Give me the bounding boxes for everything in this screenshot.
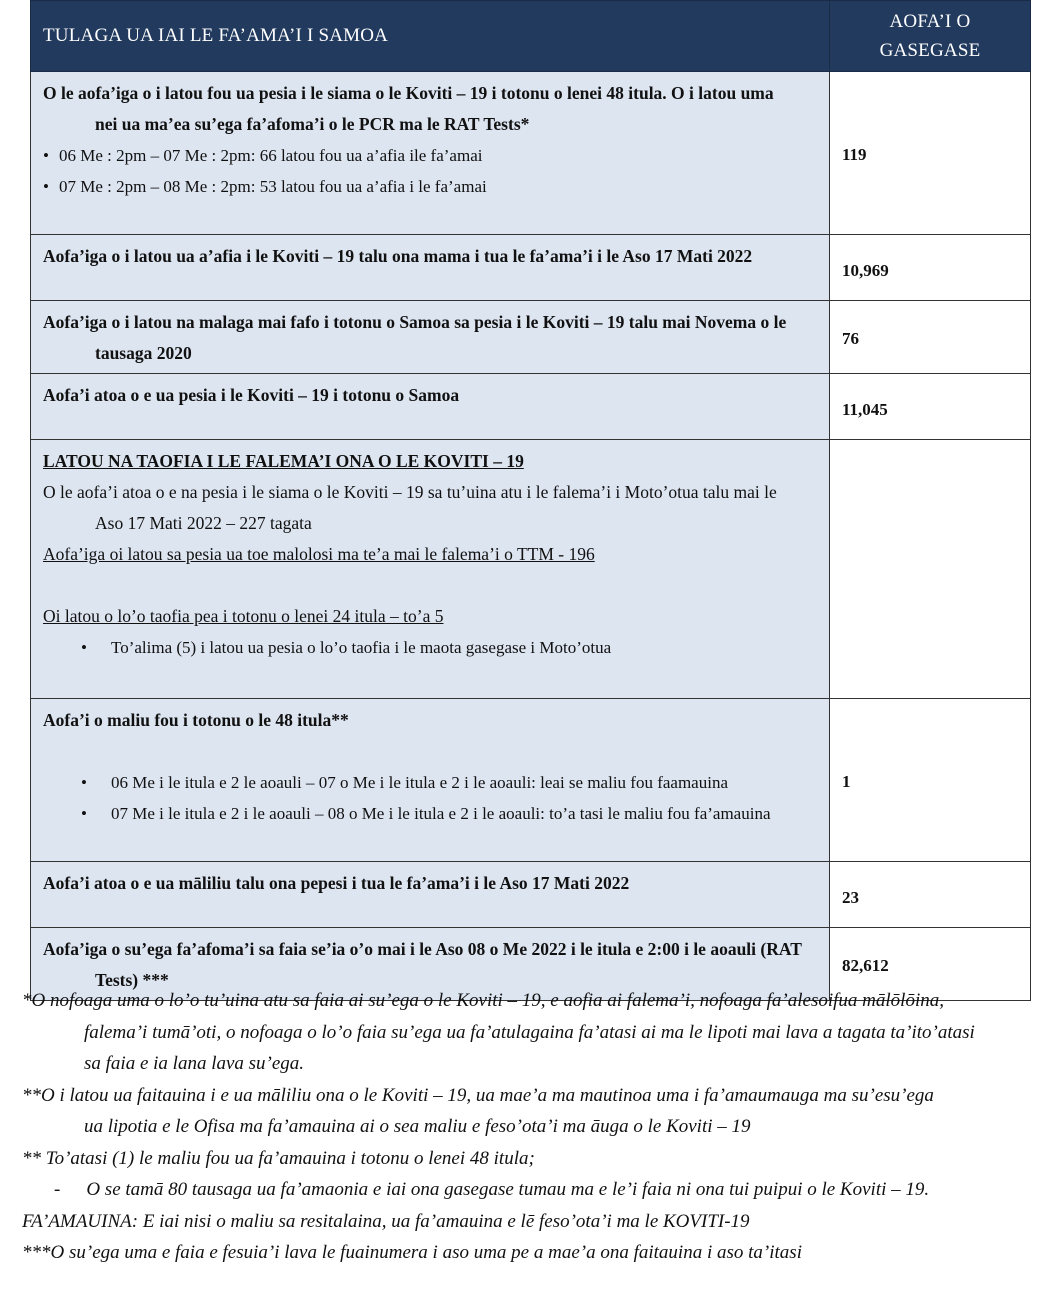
header-status-label: TULAGA UA IAI LE FA’AMA’I I SAMOA: [31, 1, 830, 72]
bullet-item: • 07 Me i le itula e 2 i le aoauli – 08 o Me i le itula e 2 i le aoauli: to’a tasi le maliu fou fa’amauina: [43, 798, 819, 829]
value-new-cases: 119: [830, 72, 1031, 235]
row-label-new-cases: [31, 72, 830, 235]
footnote-line: **O i latou ua faitauina i e ua māliliu ona o le Koviti – 19, ua mae’a ma mautinoa uma i fa’amaumauga ma su’esu’ega: [22, 1084, 934, 1106]
row-text: Aofa’iga o su’ega fa’afoma’i sa faia se’ia o’o mai i le Aso 08 o Me 2022 i le itula e 2:00 i le aoauli (RAT: [43, 939, 802, 959]
table-row: [31, 235, 1031, 301]
value-total-deaths: 23: [830, 862, 1031, 928]
row-text: Tests) ***: [95, 970, 169, 990]
spacer: [43, 570, 819, 601]
spacer: [43, 736, 819, 767]
row-text: O le aofa’i atoa o e na pesia i le siama o le Koviti – 19 sa tu’uina atu i le falema’i i Moto’otua talu mai le: [43, 482, 777, 502]
row-text: O le aofa’iga o i latou fou ua pesia i le siama o le Koviti – 19 i totonu o lenei 48 itula. O i latou uma: [43, 83, 774, 103]
footnote-line: O se tamā 80 tausaga ua fa’amaonia e iai ona gasegase tumau ma e le’i faia ni ona tui puipui o le Koviti – 19.: [86, 1179, 930, 1200]
row-text: tausaga 2020: [95, 343, 192, 363]
dash-marker: -: [54, 1179, 61, 1200]
table-header-row: [31, 1, 1031, 72]
value-new-deaths: 1: [830, 699, 1031, 862]
footnote-deaths-verification: [22, 1080, 1022, 1143]
row-label-cases-since-outbreak: Aofa’iga o i latou ua a’afia i le Koviti – 19 talu ona mama i tua le fa’ama’i i le Aso 17 Mati 2022: [31, 235, 830, 301]
value-hospitalised: [830, 440, 1031, 699]
footnote-line: *O nofoaga uma o lo’o tu’uina atu sa faia ai su’ega o le Koviti – 19, e aofia ai falema’i, nofoaga fa’alesoifua mālōlōina,: [22, 990, 944, 1011]
table-row: [31, 72, 1031, 235]
table-row: [31, 374, 1031, 440]
table-row: [31, 699, 1031, 862]
row-label-total-cases: Aofa’i atoa o e ua pesia i le Koviti – 19 i totonu o Samoa: [31, 374, 830, 440]
footnote-tests-note: ***O su’ega uma e faia e fesuia’i lava le fuainumera i aso uma pe a mae’a ona faitauina i aso ta’itasi: [22, 1242, 802, 1263]
footnote-new-death-detail: [22, 1174, 1022, 1206]
table-row: [31, 440, 1031, 699]
row-text: nei ua ma’ea su’ega fa’afoma’i o le PCR ma le RAT Tests*: [95, 114, 530, 134]
value-total-cases: 11,045: [830, 374, 1031, 440]
statistics-sheet: [30, 0, 1030, 1001]
row-text: Aofa’i o maliu fou i totonu o le 48 itula**: [43, 710, 349, 730]
bullet-item: • 07 Me : 2pm – 08 Me : 2pm: 53 latou fou ua a’afia i le fa’amai: [43, 171, 819, 202]
row-label-total-deaths: Aofa’i atoa o e ua māliliu talu ona pepesi i tua le fa’ama’i i le Aso 17 Mati 2022: [31, 862, 830, 928]
footnote-new-death: ** To’atasi (1) le maliu fou ua fa’amauina i totonu o lenei 48 itula;: [22, 1147, 535, 1169]
row-text: Oi latou o lo’o taofia pea i totonu o lenei 24 itula – to’a 5: [43, 606, 444, 626]
value-tests: 82,612: [830, 928, 1031, 1001]
footnote-line: ua lipotia e le Ofisa ma fa’amauina ai o sea maliu e feso’ota’i ma āuga o le Koviti – 19: [84, 1116, 751, 1137]
footnotes: [22, 985, 1022, 1269]
row-label-border-cases: [31, 301, 830, 374]
value-cases-since-outbreak: 10,969: [830, 235, 1031, 301]
footnote-note: FA’AMAUINA: E iai nisi o maliu sa resitalaina, ua fa’amauina e lē feso’ota’i ma le KOVITI-19: [22, 1210, 750, 1232]
table-row: [31, 301, 1031, 374]
row-text: Aofa’iga o i latou na malaga mai fafo i totonu o Samoa sa pesia i le Koviti – 19 talu mai Novema o le: [43, 312, 787, 332]
value-border-cases: 76: [830, 301, 1031, 374]
footnote-line: falema’i tumā’oti, o nofoaga o lo’o faia su’ega ua fa’atulagaina fa’atasi ai ma le lipoti mai lava a tagata ta’ito’atasi: [84, 1021, 975, 1043]
row-label-new-deaths: [31, 699, 830, 862]
bullet-item: • 06 Me : 2pm – 07 Me : 2pm: 66 latou fou ua a’afia ile fa’amai: [43, 140, 819, 171]
footnote-line: sa faia e ia lana lava su’ega.: [84, 1053, 305, 1074]
bullet-item: • 06 Me i le itula e 2 le aoauli – 07 o Me i le itula e 2 i le aoauli: leai se maliu fou faamauina: [43, 767, 819, 798]
bullet-item: • To’alima (5) i latou ua pesia o lo’o taofia i le maota gasegase i Moto’otua: [43, 632, 819, 663]
covid-status-table: [30, 0, 1031, 1001]
table-row: [31, 862, 1031, 928]
header-total-label: [830, 1, 1031, 72]
footnote-testing-sites: [22, 985, 1022, 1080]
header-total-line2: GASEGASE: [879, 40, 981, 61]
header-total-line1: AOFA’I O: [889, 11, 971, 32]
row-text: Aso 17 Mati 2022 – 227 tagata: [95, 513, 312, 533]
row-text: Aofa’iga oi latou sa pesia ua toe malolosi ma te’a mai le falema’i o TTM - 196: [43, 544, 595, 564]
row-label-hospitalised: [31, 440, 830, 699]
section-heading: LATOU NA TAOFIA I LE FALEMA’I ONA O LE KOVITI – 19: [43, 451, 524, 471]
